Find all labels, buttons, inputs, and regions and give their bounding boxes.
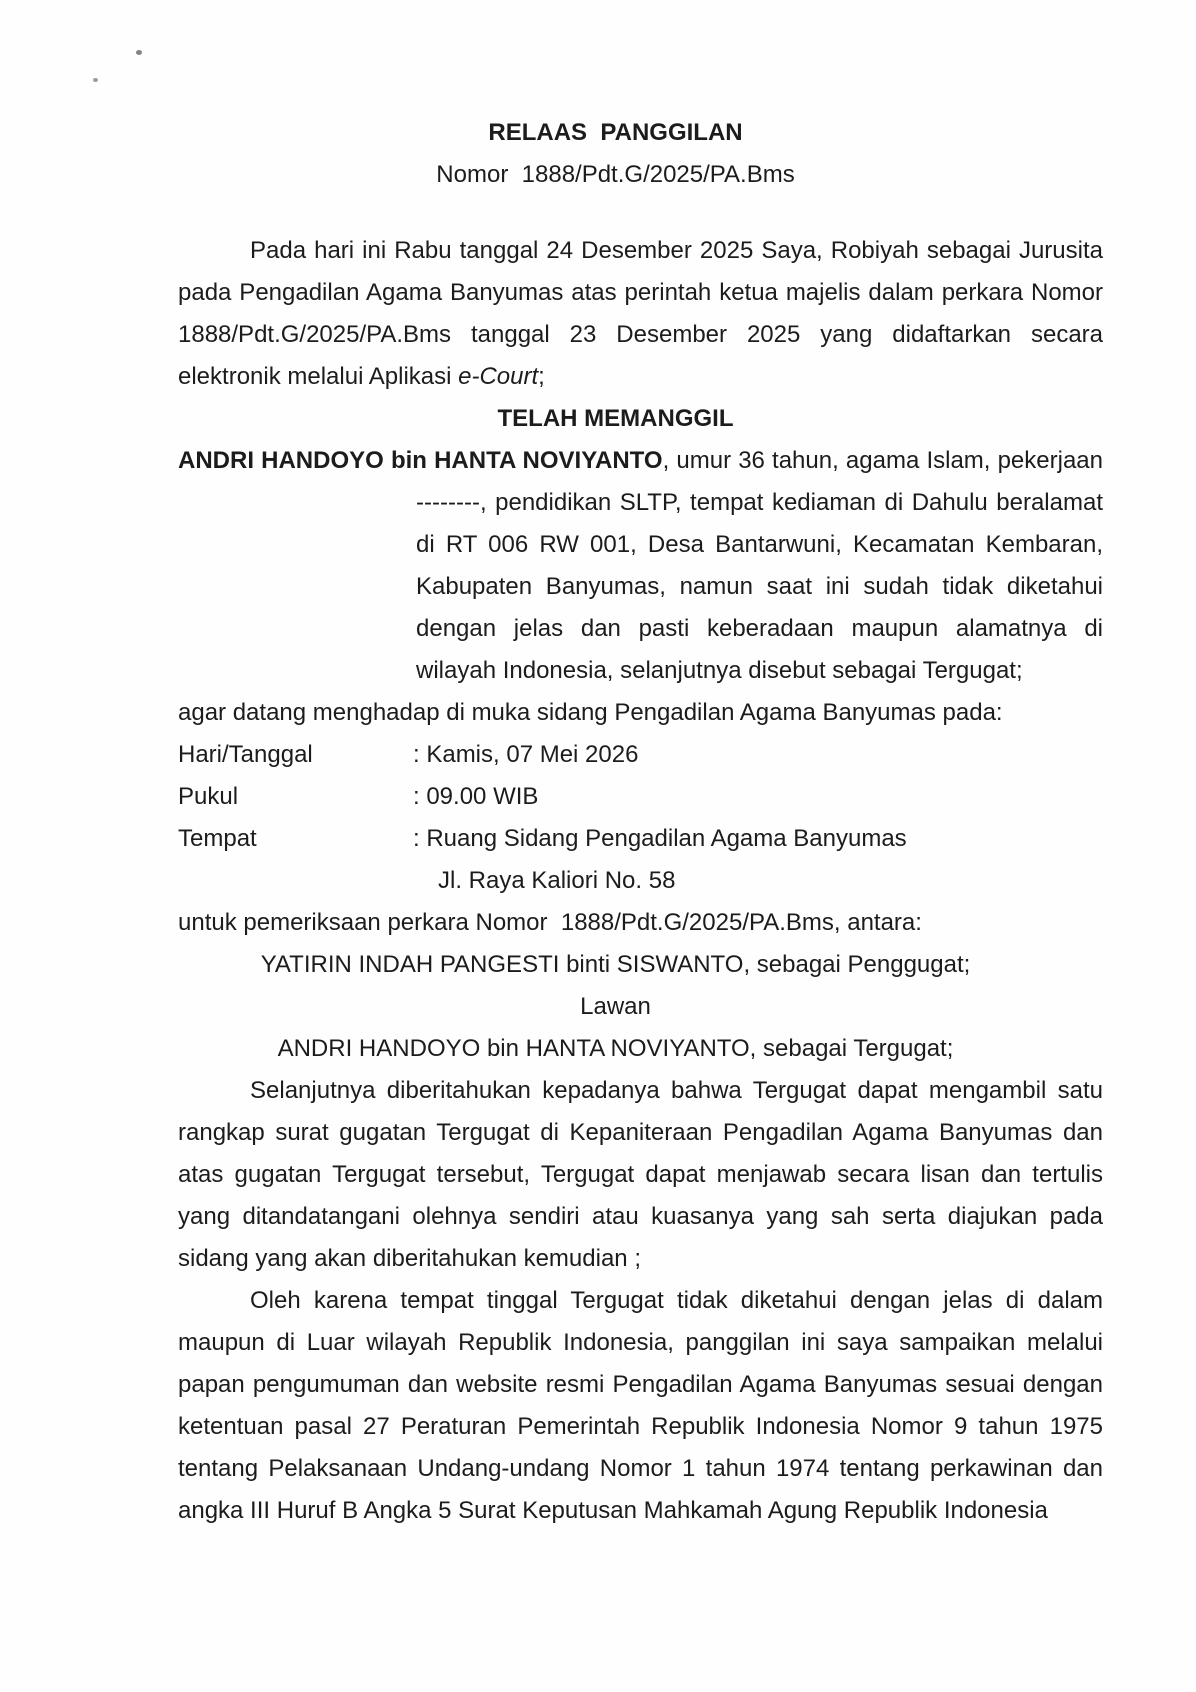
announcement-paragraph: Oleh karena tempat tinggal Tergugat tidak diketahui dengan jelas di dalam maupun di Luar wilayah Republik Indonesia, panggilan ini saya sampaikan melalui papan pengumuman dan website resmi Pengadilan Agama Banyumas sesuai dengan ketentuan pasal 27 Peraturan Pemerintah Republik Indonesia Nomor 9 tahun 1975 tentang Pelaksanaan Undang-undang Nomor 1 tahun 1974 tentang perkawinan dan angka III Huruf B Angka 5 Surat Keputusan Mahkamah Agung Republik Indonesia [178,1287,1103,1524]
hearing-intro-line: agar datang menghadap di muka sidang Pengadilan Agama Banyumas pada: [178,699,1003,726]
hearing-place-value: : Ruang Sidang Pengadilan Agama Banyumas [413,825,907,852]
examination-line: untuk pemeriksaan perkara Nomor 1888/Pdt.G/2025/PA.Bms, antara: [178,909,922,936]
hearing-date-row [178,734,1103,776]
defendant-identity-paragraph [178,440,1103,692]
hearing-time-label: Pukul [178,783,239,810]
summons-heading: TELAH MEMANGGIL [497,405,734,432]
plaintiff-line: YATIRIN INDAH PANGESTI binti SISWANTO, sebagai Penggugat; [260,951,971,978]
hearing-place-row [178,818,1103,860]
hearing-time-value: : 09.00 WIB [413,783,539,810]
hearing-date-label: Hari/Tanggal [178,741,313,768]
document-content [178,112,1103,1532]
notification-paragraph: Selanjutnya diberitahukan kepadanya bahwa Tergugat dapat mengambil satu rangkap surat gugatan Tergugat di Kepaniteraan Pengadilan Agama Banyumas dan atas gugatan Tergugat tersebut, Tergugat dapat menjawab secara lisan dan tertulis yang ditandatangani olehnya sendiri atau kuasanya yang sah serta diajukan pada sidang yang akan diberitahukan kemudian ; [178,1077,1103,1272]
ecourt-term: e-Court [458,363,539,390]
opening-text: Pada hari ini Rabu tanggal 24 Desember 2025 Saya, Robiyah sebagai Jurusita pada Pengadilan Agama Banyumas atas perintah ketua majelis dalam perkara Nomor 1888/Pdt.G/2025/PA.Bms tanggal 23 Desember 2025 yang didaftarkan secara elektronik melalui Aplikasi [178,237,1103,390]
defendant-line: ANDRI HANDOYO bin HANTA NOVIYANTO, sebagai Tergugat; [277,1035,954,1062]
hearing-address-line2: Jl. Raya Kaliori No. 58 [438,867,676,894]
document-title: RELAAS PANGGILAN [488,119,743,146]
case-number-line: Nomor 1888/Pdt.G/2025/PA.Bms [436,161,795,188]
hearing-time-row [178,776,1103,818]
hearing-place-label: Tempat [178,825,257,852]
scan-speck [93,78,98,82]
versus-line: Lawan [580,993,651,1020]
defendant-name: ANDRI HANDOYO bin HANTA NOVIYANTO [178,447,663,474]
hearing-date-value: : Kamis, 07 Mei 2026 [413,741,639,768]
scan-speck [136,50,142,55]
defendant-details: , umur 36 tahun, agama Islam, pekerjaan --------, pendidikan SLTP, tempat kediaman di Dahulu beralamat di RT 006 RW 001, Desa Bantarwuni, Kecamatan Kembaran, Kabupaten Banyumas, namun saat ini sudah tidak diketahui dengan jelas dan pasti keberadaan maupun alamatnya di wilayah Indonesia, selanjutnya disebut sebagai Tergugat; [416,447,1103,684]
opening-paragraph [178,230,1103,398]
opening-punctuation: ; [538,363,545,390]
